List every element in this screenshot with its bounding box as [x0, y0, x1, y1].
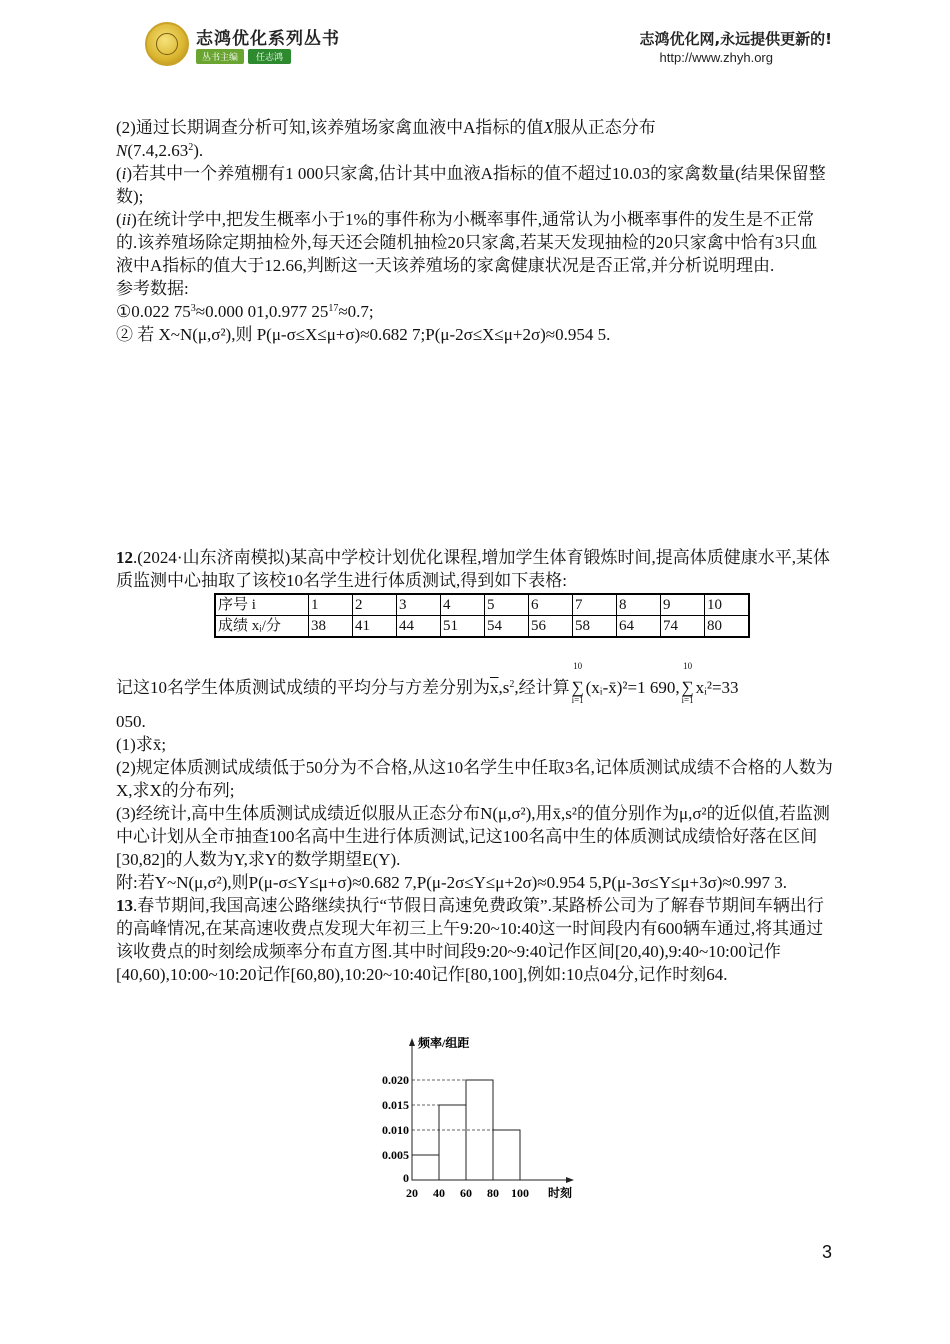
- q12-part3: (3)经统计,高中生体质测试成绩近似服从正态分布N(μ,σ²),用x̄,s²的值分别作为μ,σ²的近似值,若监测中心计划从全市抽查100名高中生进行体质测试,记这100名高中生的体质测试成绩恰好落在区间[30,82]的人数为Y,求Y的数学期望E(Y).: [116, 804, 830, 869]
- table-cell: 10: [705, 594, 750, 616]
- x-axis-arrow-icon: [566, 1177, 574, 1183]
- question-12-intro: [116, 546, 834, 592]
- table-header-index: 序号 i: [215, 594, 309, 616]
- table-cell: 1: [309, 594, 353, 616]
- histogram-plot: [382, 1035, 574, 1200]
- y-tick-label: 0.005: [382, 1148, 409, 1162]
- header-url[interactable]: http://www.zhyh.org: [659, 50, 773, 65]
- q11-reference-1: ①0.022 $75^3\approx 0.000$ 01,0.977 $25^{17}\approx 0.7$;: [116, 302, 374, 321]
- frequency-histogram: [360, 1030, 590, 1205]
- table-cell: 56: [529, 616, 573, 638]
- sum-operator: 10 ∑ i=1: [681, 661, 694, 705]
- table-cell: 2: [353, 594, 397, 616]
- q12-intro-text: .(2024·山东济南模拟)某高中学校计划优化课程,增加学生体育锻炼时间,提高体质健康水平,某体质监测中心抽取了该校10名学生进行体质测试,得到如下表格:: [116, 548, 830, 590]
- table-cell: 7: [573, 594, 617, 616]
- q12-part1: (1)求x̄;: [116, 735, 167, 754]
- q12-part2: (2)规定体质测试成绩低于50分为不合格,从这10名学生中任取3名,记体质测试成绩不合格的人数为X,求X的分布列;: [116, 758, 833, 800]
- table-cell: 5: [485, 594, 529, 616]
- y-tick-label: 0.010: [382, 1123, 409, 1137]
- origin-label: 0: [403, 1171, 409, 1185]
- table-cell: 6: [529, 594, 573, 616]
- question-11-continued: [116, 116, 834, 346]
- q11-reference-2: ② 若 X~N(μ,σ²),则 P(μ-σ≤X≤μ+σ)≈0.682 7;P(μ-2σ≤X≤μ+2σ)≈0.954 5.: [116, 325, 611, 344]
- table-cell: 58: [573, 616, 617, 638]
- q11-part2: (2)通过长期调查分析可知,该养殖场家禽血液中A指标的值X服从正态分布 N(7.4,2.63$^2$).: [116, 118, 656, 160]
- table-cell: 74: [661, 616, 705, 638]
- table-cell: 38: [309, 616, 353, 638]
- table-cell: 4: [441, 594, 485, 616]
- table-cell: 44: [397, 616, 441, 638]
- q12-statistics: 记这10名学生体质测试成绩的平均分与方差分别为$\overline{x},s^2$,经计算 10 ∑ i=1 (xᵢ-x̄)²=1 690, 10 ∑ i=1 xᵢ²=33: [116, 661, 739, 705]
- y-axis-label: 频率/组距: [418, 1036, 470, 1050]
- x-tick-label: 60: [460, 1186, 472, 1200]
- x-tick-label: 40: [433, 1186, 445, 1200]
- sum-operator: 10 ∑ i=1: [571, 661, 584, 705]
- histogram-bar: [439, 1105, 466, 1180]
- q11-reference-label: 参考数据:: [116, 279, 189, 298]
- histogram-bar: [493, 1130, 520, 1180]
- q11-sub-i: (i)若其中一个养殖棚有1 000只家禽,估计其中血液A指标的值不超过10.03的家禽数量(结果保留整数);: [116, 164, 826, 206]
- question-12-body: [116, 661, 834, 986]
- series-title: 志鸿优化系列丛书: [196, 29, 340, 49]
- q13-text: 13.春节期间,我国高速公路继续执行“节假日高速免费政策”.某路桥公司为了解春节期间车辆出行的高峰情况,在某高速收费点发现大年初三上午9:20~10:40这一时间段内有600辆车通过,将其通过该收费点的时刻绘成频率分布直方图.其中时间段9:20~9:40记作区间[20,40),9:40~10:00记作[40,60),10:00~10:20记作[60,80),10:20~10:40记作[80,100],例如:10点04分,记作时刻64.: [116, 896, 824, 984]
- table-cell: 51: [441, 616, 485, 638]
- table-cell: 64: [617, 616, 661, 638]
- table-cell: 54: [485, 616, 529, 638]
- table-row: [215, 616, 749, 638]
- y-tick-label: 0.015: [382, 1098, 409, 1112]
- q12-number: 12: [116, 548, 133, 567]
- x-tick-label: 100: [511, 1186, 529, 1200]
- x-axis-label: 时刻: [548, 1186, 573, 1200]
- x-tick-label: 20: [406, 1186, 418, 1200]
- table-cell: 8: [617, 594, 661, 616]
- table-cell: 3: [397, 594, 441, 616]
- x-tick-label: 80: [487, 1186, 499, 1200]
- table-header-score: 成绩 xᵢ/分: [215, 616, 309, 638]
- publisher-logo-icon: [145, 22, 189, 66]
- y-tick-label: 0.020: [382, 1073, 409, 1087]
- header-slogan: 志鸿优化网,永远提供更新的!: [639, 30, 832, 48]
- table-cell: 41: [353, 616, 397, 638]
- table-row: [215, 594, 749, 616]
- scores-table: [214, 593, 750, 638]
- table-cell: 80: [705, 616, 750, 638]
- editor-name: 任志鸿: [248, 49, 291, 64]
- q13-number: 13: [116, 896, 133, 915]
- q12-statistics-cont: 050.: [116, 712, 146, 731]
- table-cell: 9: [661, 594, 705, 616]
- y-axis-arrow-icon: [409, 1038, 415, 1046]
- q12-appendix: 附:若Y~N(μ,σ²),则P(μ-σ≤Y≤μ+σ)≈0.682 7,P(μ-2σ≤Y≤μ+2σ)≈0.954 5,P(μ-3σ≤Y≤μ+3σ)≈0.997 3.: [116, 873, 787, 892]
- page-header: [0, 0, 950, 80]
- histogram-bar: [412, 1155, 439, 1180]
- editor-label: 丛书主编: [196, 49, 244, 64]
- q11-sub-ii: (ii)在统计学中,把发生概率小于1%的事件称为小概率事件,通常认为小概率事件的发生是不正常的.该养殖场除定期抽检外,每天还会随机抽检20只家禽,若某天发现抽检的20只家禽中恰有3只血液中A指标的值大于12.66,判断这一天该养殖场的家禽健康状况是否正常,并分析说明理由.: [116, 210, 818, 275]
- page-number: 3: [822, 1242, 833, 1262]
